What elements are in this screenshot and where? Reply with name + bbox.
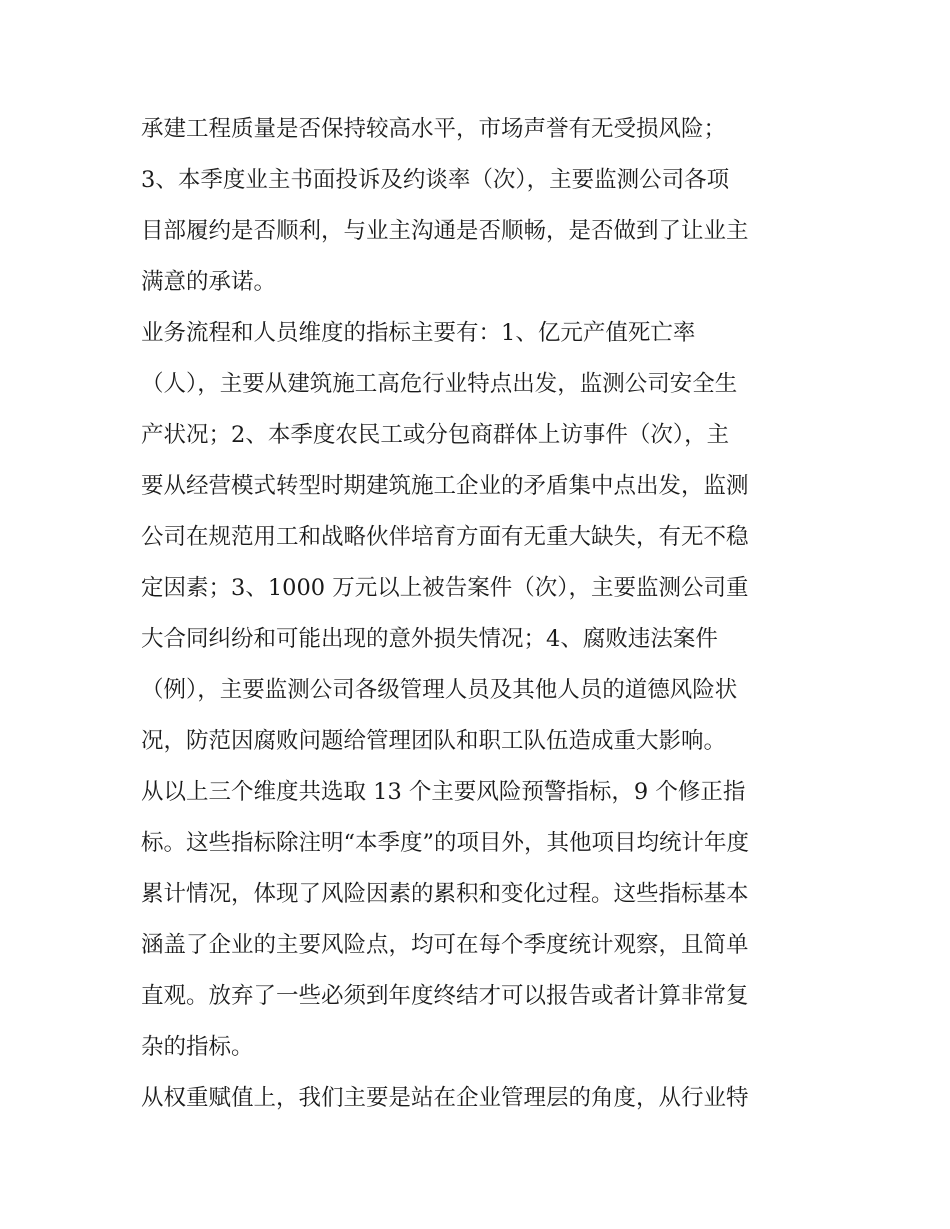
text-line: 大合同纠纷和可能出现的意外损失情况；4、腐败违法案件 <box>141 626 718 652</box>
text-line: 况，防范因腐败问题给管理团队和职工队伍造成重大影响。 <box>141 728 727 754</box>
text-line: 满意的承诺。 <box>141 269 277 295</box>
text-line: 累计情况，体现了风险因素的累积和变化过程。这些指标基本 <box>141 881 749 907</box>
text-line: 标。这些指标除注明“本季度”的项目外，其他项目均统计年度 <box>141 830 750 856</box>
text-line: 从以上三个维度共选取 13 个主要风险预警指标，9 个修正指 <box>141 779 746 805</box>
text-line: 3、本季度业主书面投诉及约谈率（次），主要监测公司各项 <box>141 167 730 193</box>
text-line: 杂的指标。 <box>141 1034 254 1060</box>
text-line: 业务流程和人员维度的指标主要有：1、亿元产值死亡率 <box>141 320 696 346</box>
text-line: （例），主要监测公司各级管理人员及其他人员的道德风险状 <box>141 677 738 703</box>
text-line: 涵盖了企业的主要风险点，均可在每个季度统计观察，且简单 <box>141 932 749 958</box>
text-line: 要从经营模式转型时期建筑施工企业的矛盾集中点出发，监测 <box>141 473 749 499</box>
text-line: 从权重赋值上，我们主要是站在企业管理层的角度，从行业特 <box>141 1085 749 1111</box>
text-line: 承建工程质量是否保持较高水平，市场声誉有无受损风险； <box>141 116 727 142</box>
text-line: 产状况；2、本季度农民工或分包商群体上访事件（次），主 <box>141 422 730 448</box>
text-line: 定因素；3、1000 万元以上被告案件（次），主要监测公司重 <box>141 575 749 601</box>
text-line: 公司在规范用工和战略伙伴培育方面有无重大缺失，有无不稳 <box>141 524 749 550</box>
text-line: 目部履约是否顺利，与业主沟通是否顺畅，是否做到了让业主 <box>141 218 749 244</box>
text-line: 直观。放弃了一些必须到年度终结才可以报告或者计算非常复 <box>141 983 749 1009</box>
text-line: （人），主要从建筑施工高危行业特点出发，监测公司安全生 <box>141 371 738 397</box>
